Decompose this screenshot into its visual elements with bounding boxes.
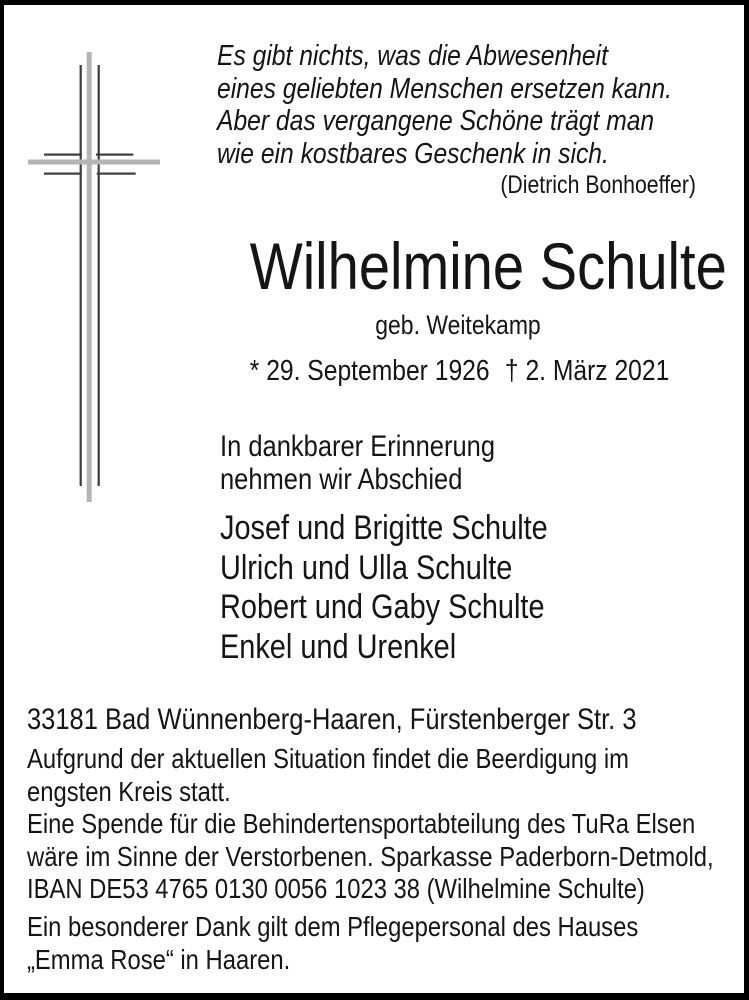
birth-date: * 29. September 1926 bbox=[249, 355, 490, 387]
memorial-quote bbox=[217, 40, 693, 170]
quote-attribution: (Dietrich Bonhoeffer) bbox=[500, 171, 696, 199]
deceased-name: Wilhelmine Schulte bbox=[249, 229, 727, 303]
paragraph-line: „Emma Rose“ in Haaren. bbox=[27, 943, 291, 975]
maiden-name: geb. Weitekamp bbox=[375, 310, 541, 340]
farewell-line: nehmen wir Abschied bbox=[220, 463, 463, 496]
quote-line: Aber das vergangene Schöne trägt man bbox=[217, 105, 655, 137]
quote-line: wie ein kostbares Geschenk in sich. bbox=[217, 137, 609, 170]
paragraph-line: Aufgrund der aktuellen Situation findet die Beerdigung im bbox=[27, 743, 630, 774]
donation-paragraph bbox=[27, 808, 714, 906]
paragraph-line: wäre im Sinne der Verstorbenen. Sparkasse Paderborn-Detmold, bbox=[27, 840, 714, 872]
address-line: 33181 Bad Wünnenberg-Haaren, Fürstenberger Str. 3 bbox=[27, 703, 637, 736]
farewell-intro bbox=[220, 430, 628, 496]
paragraph-line: IBAN DE53 4765 0130 0056 1023 38 (Wilhelmine Schulte) bbox=[27, 873, 645, 904]
mourner-line: Josef und Brigitte Schulte bbox=[220, 509, 548, 547]
christian-cross-icon bbox=[4, 5, 204, 525]
quote-line: eines geliebten Menschen ersetzen kann. bbox=[217, 72, 672, 105]
mourner-line: Enkel und Urenkel bbox=[220, 627, 457, 666]
quote-line: Es gibt nichts, was die Abwesenheit bbox=[217, 40, 608, 72]
life-dates bbox=[249, 355, 670, 388]
farewell-line: In dankbarer Erinnerung bbox=[220, 430, 496, 463]
paragraph-line: Ein besonderer Dank gilt dem Pflegepersonal des Hauses bbox=[27, 911, 639, 942]
mourners-list bbox=[220, 509, 628, 667]
death-date: † 2. März 2021 bbox=[504, 355, 670, 387]
paragraph-line: Eine Spende für die Behindertensportabteilung des TuRa Elsen bbox=[27, 808, 696, 839]
mourner-line: Ulrich und Ulla Schulte bbox=[220, 548, 513, 587]
mourner-line: Robert und Gaby Schulte bbox=[220, 588, 545, 626]
funeral-info-paragraph bbox=[27, 743, 707, 808]
paragraph-line: engsten Kreis statt. bbox=[27, 775, 231, 807]
thanks-paragraph bbox=[27, 911, 707, 976]
